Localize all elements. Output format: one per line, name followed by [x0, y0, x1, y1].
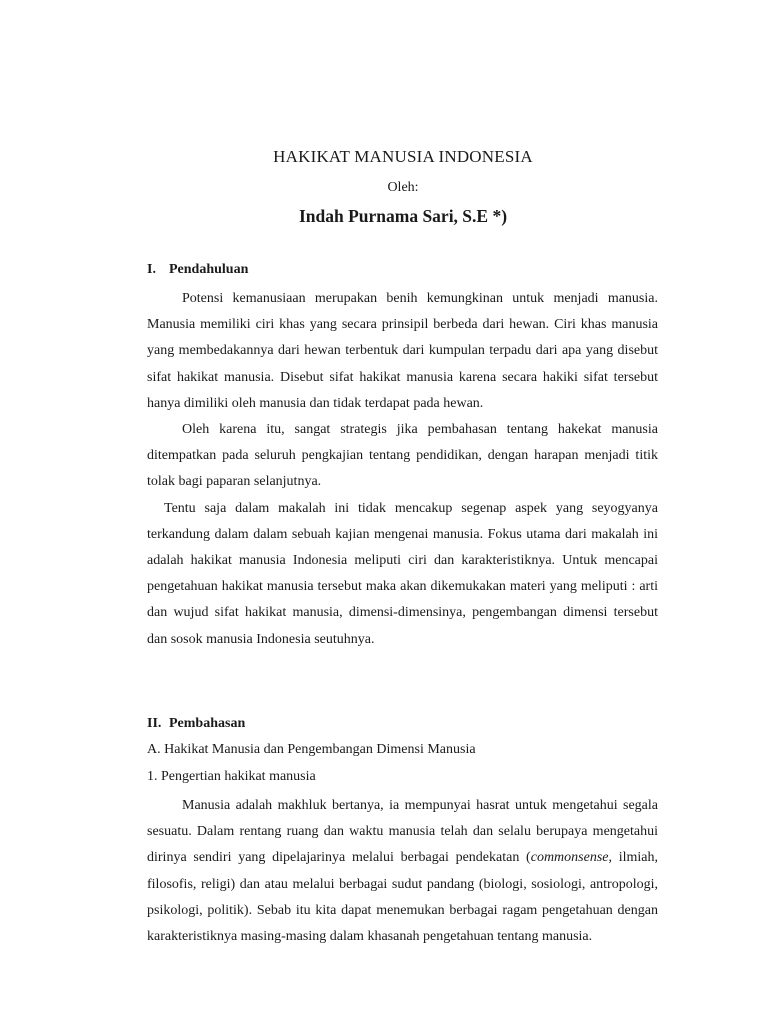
paragraph: Oleh karena itu, sangat strategis jika pembahasan tentang hakekat manusia ditempatkan pada seluruh pengkajian tentang pendidikan, dengan harapan menjadi titik tolak bagi paparan selanjutnya.: [147, 422, 658, 490]
section-number: I.: [147, 262, 156, 277]
section-heading-pendahuluan: [147, 262, 248, 278]
subheading-a: A. Hakikat Manusia dan Pengembangan Dimensi Manusia: [147, 742, 476, 757]
section-body-pembahasan: [147, 793, 658, 950]
byline-label: Oleh:: [387, 180, 419, 195]
paragraph: Tentu saja dalam makalah ini tidak mencakup segenap aspek yang seyogyanya terkandung dalam dalam sebuah kajian mengenai manusia. Fokus utama dari makalah ini adalah hakikat manusia Indonesia meliputi ciri dan karakteristiknya. Untuk mencapai pengetahuan hakikat manusia tersebut maka akan dikemukakan materi yang meliputi : arti dan wujud sifat hakikat manusia, dimensi-dimensinya, pengembangan dimensi tersebut dan sosok manusia Indonesia seutuhnya.: [147, 500, 658, 647]
section-title: Pendahuluan: [169, 262, 249, 277]
italic-term: commonsense: [530, 850, 609, 866]
paragraph: [147, 793, 658, 950]
section-heading-pembahasan: [147, 716, 245, 732]
section-number: II.: [147, 716, 162, 731]
paragraph: Potensi kemanusiaan merupakan benih kemungkinan untuk menjadi manusia. Manusia memiliki ciri khas yang secara prinsipil berbeda dari hewan. Ciri khas manusia yang membedakannya dari hewan terbentuk dari kumpulan terpadu dari apa yang disebut sifat hakikat manusia. Disebut sifat hakikat manusia karena secara hakiki sifat tersebut hanya dimiliki oleh manusia dan tidak terdapat pada hewan.: [147, 291, 658, 411]
section-title: Pembahasan: [169, 716, 246, 731]
subheading-1: 1. Pengertian hakikat manusia: [147, 769, 316, 784]
paragraph-text: , ilmiah, filosofis, religi) dan atau melalui berbagai sudut pandang (biologi, sosiologi, antropologi, psikologi, politik). Sebab itu kita dapat menemukan berbagai ragam pengetahuan dengan karakteristiknya masing-masing dalam khasanah pengetahuan tentang manusia.: [147, 850, 658, 945]
author-name: Indah Purnama Sari, S.E *): [298, 206, 508, 226]
document-title: HAKIKAT MANUSIA INDONESIA: [273, 147, 533, 166]
section-body-pendahuluan: [147, 286, 658, 653]
paragraph-text: Manusia adalah makhluk bertanya, ia mempunyai hasrat untuk mengetahui segala sesuatu. Dalam rentang ruang dan waktu manusia telah dan selalu berupaya mengetahui dirinya sendiri yang dipelajarinya melalui berbagai pendekatan (: [147, 798, 658, 866]
